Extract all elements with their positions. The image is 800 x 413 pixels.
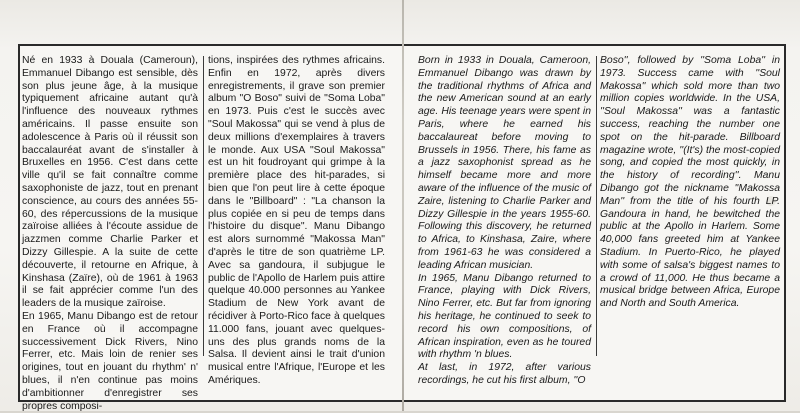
center-fold (402, 0, 404, 411)
french-paragraph: En 1965, Manu Dibango est de retour en France où il accompagne successivement Dick Rivers, Nino Ferrer, etc. Mais loin de renier ses origines, tout en jouant du rhythm' n' blues, il n'en continue pas moins d'ambitionner d'enregistrer ses propres composi- (22, 310, 198, 412)
french-paragraph: tions, inspirées des rythmes africains. Enfin en 1972, après divers enregistrements, il grave son premier album "O Boso" suivi de "Soma Loba" en 1973. Puis c'est le succès avec "Soul Makossa" qui se vend à plus de deux millions d'exemplaires à travers le monde. Aux USA "Soul Makossa" est un hit foudroyant qui grimpe à la première place des hit-parades, si bien que l'on peut lire à cette époque dans le "Billboard" : "La chanson la plus copiée en si peu de temps dans l'histoire du disque". Manu Dibango est alors surnommé "Makossa Man" d'après le titre de son quatrième LP. Avec sa gandoura, il subjugue le public de l'Apollo de Harlem puis attire quelque 40.000 personnes au Yankee Stadium de New York avant de récidiver à Porto-Rico face à quelques 11.000 fans, jouant avec quelques-uns des plus grands noms de la Salsa. Il devient ainsi le trait d'union musical entre l'Afrique, l'Europe et les Amériques. (208, 55, 385, 386)
column-divider-right (596, 56, 597, 356)
english-column-1 (418, 55, 591, 388)
french-column-2 (208, 55, 385, 388)
english-paragraph: In 1965, Manu Dibango returned to France, playing with Dick Rivers, Nino Ferrer, etc. But far from ignoring his heritage, he continued to seek to record his own compositions, of African inspiration, even as he toured with rhythm 'n blues. (418, 272, 591, 361)
column-divider-left (203, 56, 204, 356)
english-paragraph: Boso'', followed by ''Soma Loba'' in 1973. Success came with ''Soul Makossa'' which sold more than two million copies worldwide. In the USA, ''Soul Makossa'' was a fantastic success, reaching the number one spot on the hit-parade. Billboard magazine wrote, ''(It's) the most-copied song, and copied the most quickly, in the history of recording''. Manu Dibango got the nickname ''Makossa Man'' from the title of his fourth LP. Gandoura in hand, he bewitched the public at the Apollo in Harlem. Some 40,000 fans greeted him at Yankee Stadium. In Puerto-Rico, he played with some of salsa's biggest names to a crowd of 11,000. He thus became a musical bridge between Africa, Europe and North and South America. (600, 55, 780, 310)
english-paragraph: Born in 1933 in Douala, Cameroon, Emmanuel Dibango was drawn by the traditional rhythms of Africa and the new American sound at an early age. His teenage years were spent in Paris, where he earned his baccalaureat before moving to Brussels in 1956. There, his fame as a jazz saxophonist spread as he himself became more and more aware of the influence of the music of Zaire, listening to Charlie Parker and Dizzy Gillespie in the years 1955-60. Following this discovery, he returned to Africa, to Kinshasa, Zaire, where from 1961-63 he was considered a leading African musician. (418, 55, 591, 271)
french-column-1 (22, 55, 198, 413)
french-paragraph: Né en 1933 à Douala (Cameroun), Emmanuel Dibango est sensible, dès son plus jeune âge, à la musique typiquement africaine autant qu'à l'influence des nouveaux rythmes américains. Il passe ensuite son adolescence à Paris où il réussit son baccalauréat avant de s'installer à Bruxelles en 1956. C'est dans cette ville qu'il se fait connaître comme saxophoniste de jazz, tout en prenant conscience, au cours des années 55-60, des répercussions de la musique zaïroise alliées à l'écoute assidue de jazzmen comme Charlie Parker et Dizzy Gillespie. A la suite de cette découverte, il retourne en Afrique, à Kinshasa (Zaïre), où de 1961 à 1963 il se fait apprécier comme l'un des leaders de la musique zaïroise. (22, 55, 198, 310)
english-column-2 (600, 55, 780, 311)
english-paragraph: At last, in 1972, after various recordings, he cut his first album, ''O (418, 362, 591, 386)
